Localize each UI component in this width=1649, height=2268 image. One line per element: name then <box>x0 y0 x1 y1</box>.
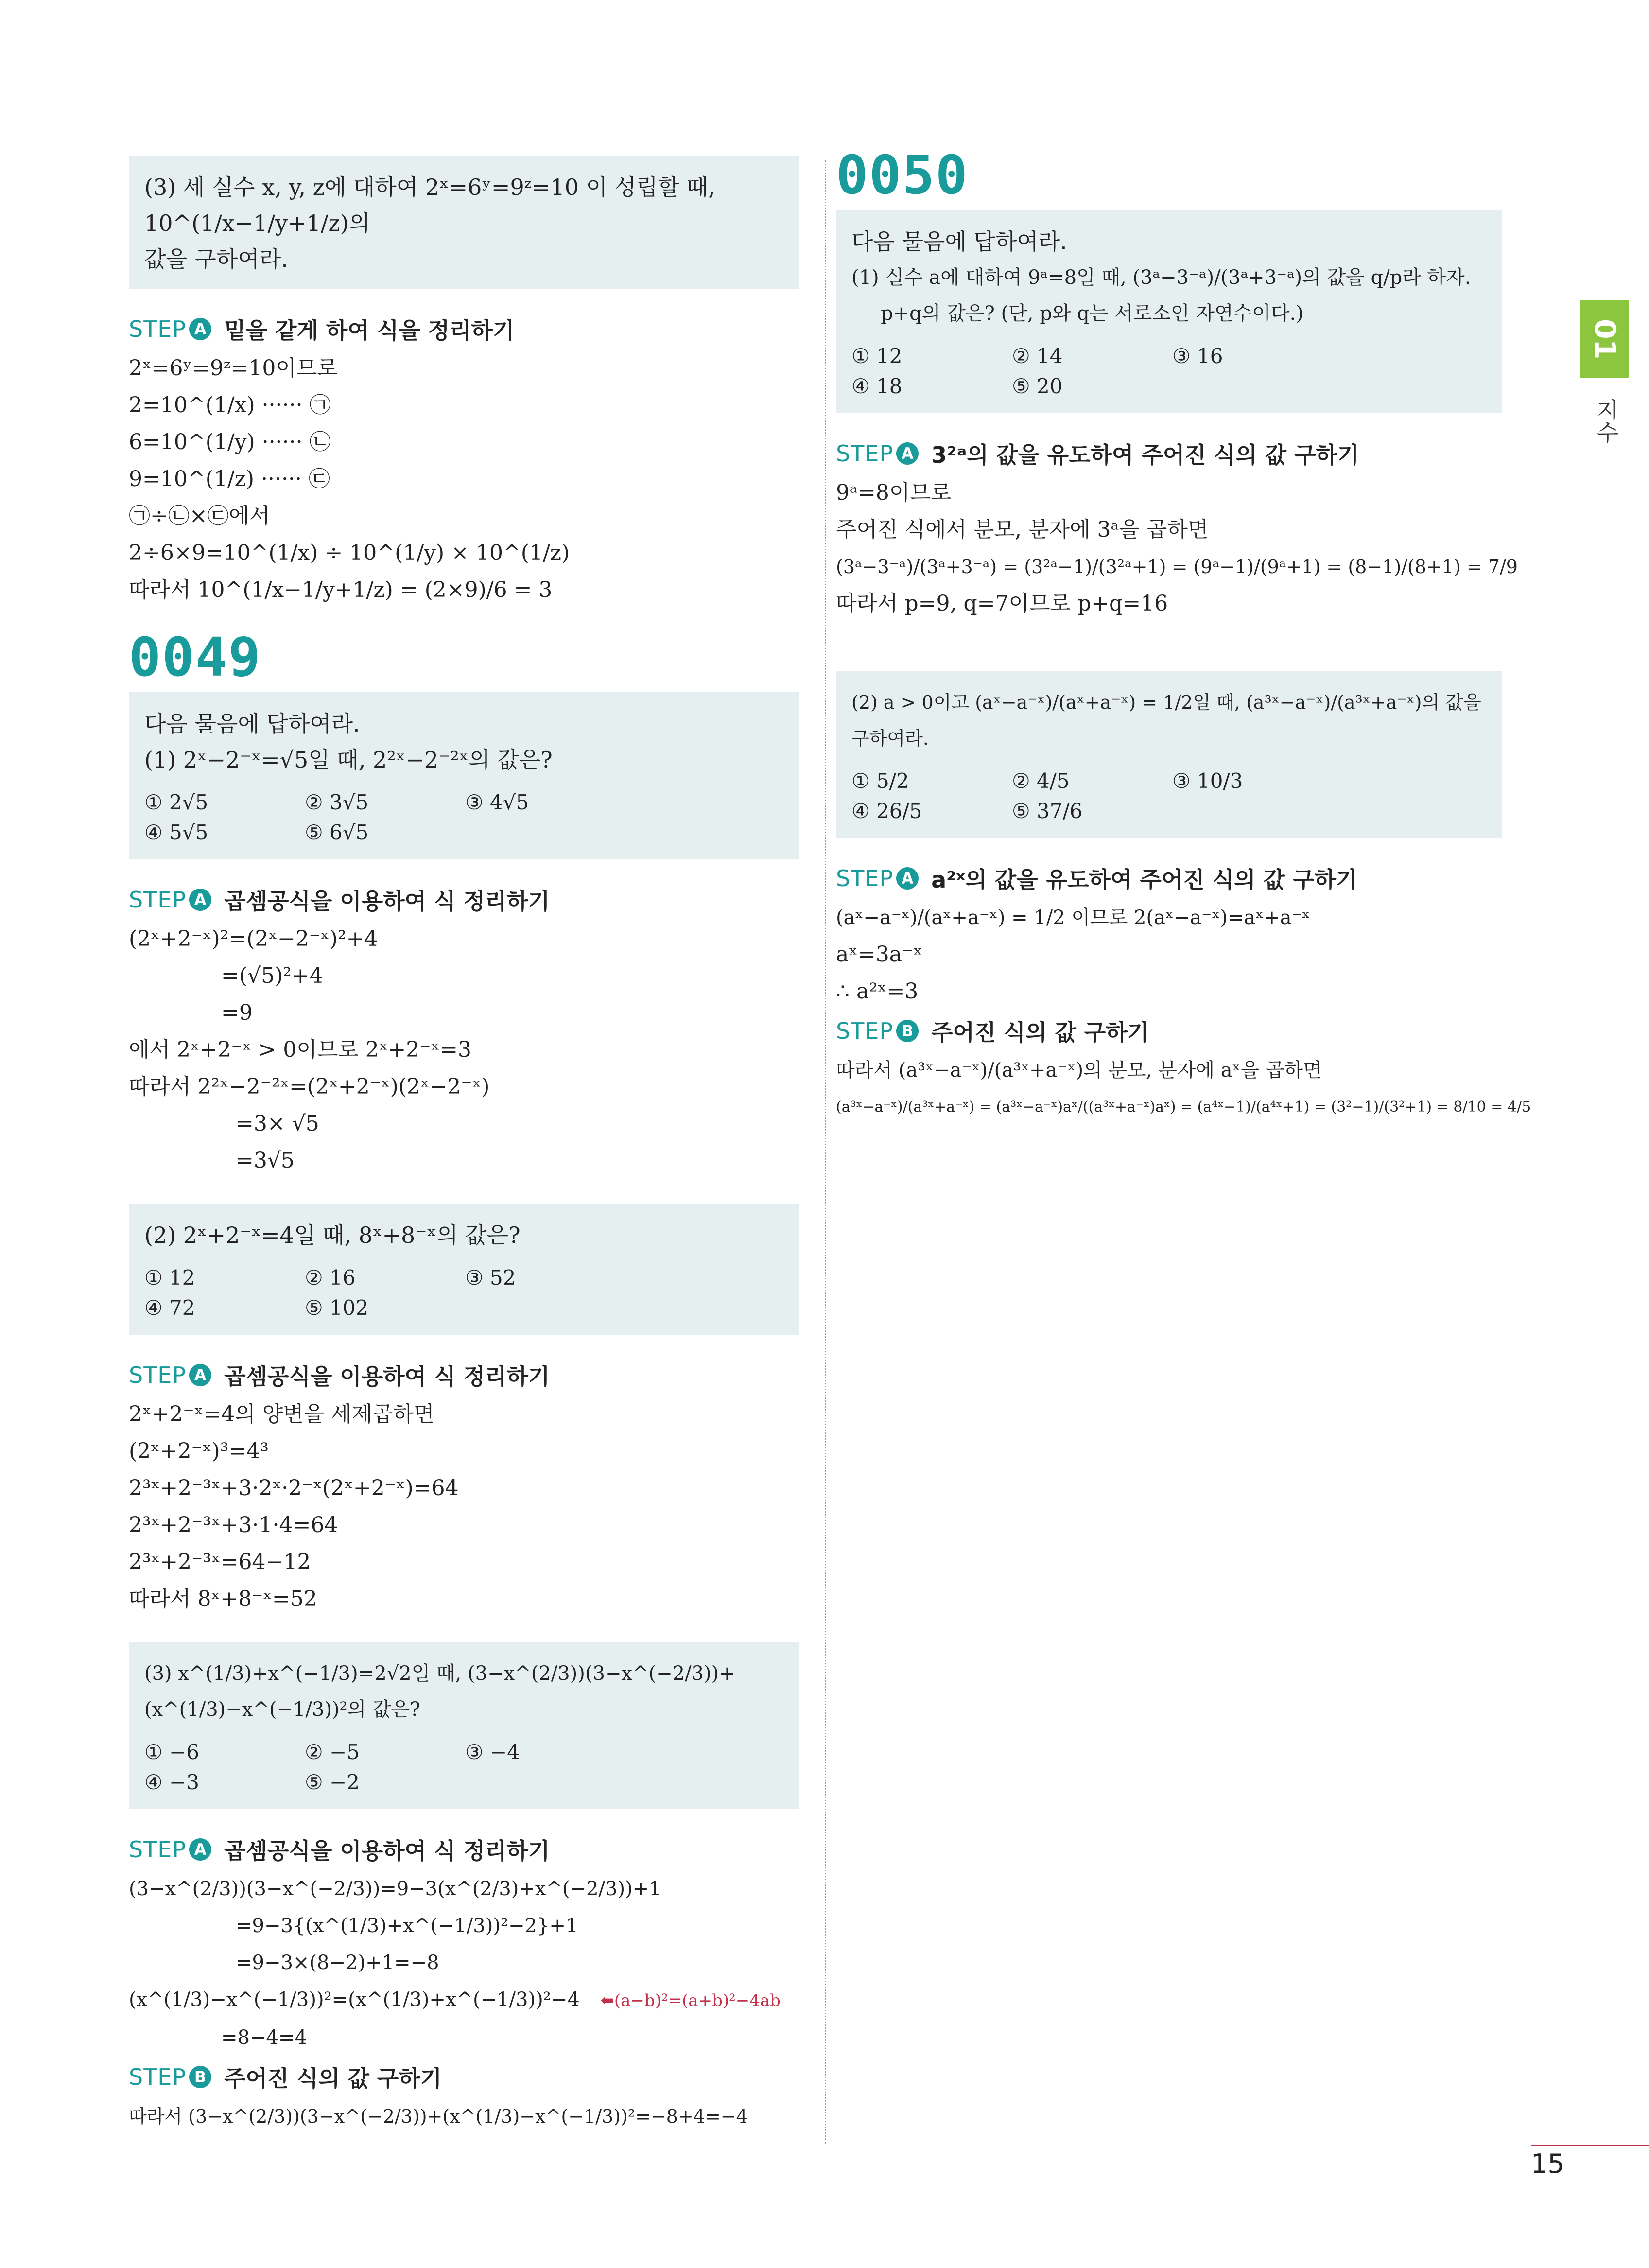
solution-line: =3× √5 <box>236 1111 319 1136</box>
choice-2[interactable]: ② 3√5 <box>305 790 369 814</box>
choice-1[interactable]: ① 2√5 <box>144 790 208 814</box>
solution-line: 따라서 10^(1/x−1/y+1/z) = (2×9)/6 = 3 <box>129 577 553 602</box>
solution-line: 2ˣ=6ʸ=9ᶻ=10이므로 <box>129 356 338 381</box>
choice-5[interactable]: ⑤ 20 <box>1012 374 1063 398</box>
choice-3[interactable]: ③ 10/3 <box>1172 769 1243 793</box>
step-tag: STEP <box>129 1362 187 1388</box>
choice-1[interactable]: ① −6 <box>144 1740 199 1764</box>
solution-line: 따라서 p=9, q=7이므로 p+q=16 <box>836 591 1168 616</box>
step-tag: STEP <box>129 316 187 342</box>
question-text: 값을 구하여라. <box>144 246 288 272</box>
solution-line: (3ᵃ−3⁻ᵃ)/(3ᵃ+3⁻ᵃ) = (3²ᵃ−1)/(3²ᵃ+1) = (9ᵃ−1)/(9ᵃ+1) = (8−1)/(8+1) = 7/9 <box>836 556 1518 577</box>
solution-line: 6=10^(1/y) ······ ㉡ <box>129 430 331 454</box>
step-letter-badge: A <box>189 889 211 911</box>
solution-line: 9=10^(1/z) ······ ㉢ <box>129 467 330 491</box>
solution-line: =3√5 <box>236 1148 295 1173</box>
solution-line: 주어진 식에서 분모, 분자에 3ᵃ을 곱하면 <box>836 517 1209 542</box>
choice-4[interactable]: ④ 26/5 <box>851 799 922 823</box>
question-text: (3) x^(1/3)+x^(−1/3)=2√2일 때, (3−x^(2/3))(3−x^(−2/3))+(x^(1/3)−x^(−1/3))²의 값은? <box>144 1662 735 1721</box>
solution-line: (aˣ−a⁻ˣ)/(aˣ+a⁻ˣ) = 1/2 이므로 2(aˣ−a⁻ˣ)=aˣ+a⁻ˣ <box>836 907 1310 929</box>
question-box-50-1 <box>836 210 1502 413</box>
choice-3[interactable]: ③ 16 <box>1172 344 1223 368</box>
question-intro: 다음 물음에 답하여라. <box>851 228 1067 255</box>
solution-line: =9−3{(x^(1/3)+x^(−1/3))²−2}+1 <box>236 1915 578 1937</box>
solution-line: (3−x^(2/3))(3−x^(−2/3))=9−3(x^(2/3)+x^(−2/3))+1 <box>129 1878 661 1900</box>
step-heading <box>836 437 1502 470</box>
choice-5[interactable]: ⑤ 6√5 <box>305 820 369 844</box>
step-letter-badge: A <box>189 1364 211 1386</box>
answer-choices <box>144 1737 784 1797</box>
step-letter-badge: A <box>189 1838 211 1861</box>
step-title: 곱셈공식을 이용하여 식 정리하기 <box>224 1838 550 1864</box>
solution-line: =(√5)²+4 <box>221 963 323 988</box>
step-letter-badge: B <box>896 1020 919 1042</box>
choice-1[interactable]: ① 5/2 <box>851 769 909 793</box>
solution-line: =9−3×(8−2)+1=−8 <box>236 1952 439 1974</box>
question-box-48-3 <box>129 156 799 289</box>
choice-2[interactable]: ② −5 <box>305 1740 360 1764</box>
page-number-rule <box>1531 2145 1649 2146</box>
step-title: 주어진 식의 값 구하기 <box>224 2065 442 2092</box>
step-tag: STEP <box>129 2064 187 2090</box>
solution-line: 따라서 (a³ˣ−a⁻ˣ)/(a³ˣ+a⁻ˣ)의 분모, 분자에 aˣ을 곱하면 <box>836 1059 1322 1082</box>
question-text: (3) 세 실수 x, y, z에 대하여 2ˣ=6ʸ=9ᶻ=10 이 성립할 때, 10^(1/x−1/y+1/z)의 <box>144 174 715 236</box>
solution-line: 따라서 8ˣ+8⁻ˣ=52 <box>129 1587 317 1611</box>
problem-number: 0050 <box>836 144 969 206</box>
question-box-49-3 <box>129 1642 799 1809</box>
step-heading <box>836 1015 1502 1047</box>
problem-number: 0049 <box>129 626 261 688</box>
question-text: p+q의 값은? (단, p와 q는 서로소인 자연수이다.) <box>881 302 1303 325</box>
step-title: 곱셈공식을 이용하여 식 정리하기 <box>224 1363 550 1390</box>
solution-line: (2ˣ+2⁻ˣ)³=4³ <box>129 1439 269 1464</box>
choice-2[interactable]: ② 4/5 <box>1012 769 1070 793</box>
choice-2[interactable]: ② 16 <box>305 1266 356 1290</box>
column-divider <box>825 160 826 2144</box>
solution-line: 따라서 (3−x^(2/3))(3−x^(−2/3))+(x^(1/3)−x^(−1/3))²=−8+4=−4 <box>129 2106 748 2127</box>
solution-line: 따라서 2²ˣ−2⁻²ˣ=(2ˣ+2⁻ˣ)(2ˣ−2⁻ˣ) <box>129 1074 490 1099</box>
solution-line: 2÷6×9=10^(1/x) ÷ 10^(1/y) × 10^(1/z) <box>129 541 570 565</box>
step-heading <box>129 2061 799 2093</box>
choice-5[interactable]: ⑤ 37/6 <box>1012 799 1083 823</box>
choice-5[interactable]: ⑤ 102 <box>305 1296 369 1320</box>
step-title: a²ˣ의 값을 유도하여 주어진 식의 값 구하기 <box>931 867 1358 893</box>
solution-line: 에서 2ˣ+2⁻ˣ > 0이므로 2ˣ+2⁻ˣ=3 <box>129 1037 471 1062</box>
formula-note: ⬅(a−b)²=(a+b)²−4ab <box>600 1991 781 2010</box>
choice-3[interactable]: ③ 4√5 <box>465 790 529 814</box>
choice-4[interactable]: ④ −3 <box>144 1770 199 1794</box>
step-title: 밑을 같게 하여 식을 정리하기 <box>224 317 515 344</box>
solution-line: ∴ a²ˣ=3 <box>836 979 919 1004</box>
choice-4[interactable]: ④ 5√5 <box>144 820 208 844</box>
question-box-49-1 <box>129 692 799 859</box>
solution-line: 2³ˣ+2⁻³ˣ+3·2ˣ·2⁻ˣ(2ˣ+2⁻ˣ)=64 <box>129 1476 459 1500</box>
solution-line: aˣ=3a⁻ˣ <box>836 942 922 967</box>
question-box-49-2 <box>129 1204 799 1335</box>
solution-line: 2³ˣ+2⁻³ˣ+3·1·4=64 <box>129 1513 338 1537</box>
left-column <box>129 156 799 2135</box>
solution-line: 2³ˣ+2⁻³ˣ=64−12 <box>129 1550 311 1574</box>
question-text: (1) 2ˣ−2⁻ˣ=√5일 때, 2²ˣ−2⁻²ˣ의 값은? <box>144 747 553 773</box>
solution-line: ㉠÷㉡×㉢에서 <box>129 504 270 528</box>
answer-choices <box>144 787 784 848</box>
answer-choices <box>851 766 1486 826</box>
step-title: 곱셈공식을 이용하여 식 정리하기 <box>224 888 550 914</box>
choice-5[interactable]: ⑤ −2 <box>305 1770 360 1794</box>
solution-line: 9ᵃ=8이므로 <box>836 480 952 505</box>
solution-line <box>129 1981 799 2019</box>
choice-2[interactable]: ② 14 <box>1012 344 1063 368</box>
solution-line: 2=10^(1/x) ······ ㉠ <box>129 393 331 418</box>
page-number: 15 <box>1531 2148 1564 2179</box>
step-tag: STEP <box>836 440 894 467</box>
step-letter-badge: A <box>896 442 919 465</box>
solution-line: (2ˣ+2⁻ˣ)²=(2ˣ−2⁻ˣ)²+4 <box>129 926 378 951</box>
question-intro: 다음 물음에 답하여라. <box>144 711 360 737</box>
solution-line: (a³ˣ−a⁻ˣ)/(a³ˣ+a⁻ˣ) = (a³ˣ−a⁻ˣ)aˣ/((a³ˣ+a⁻ˣ)aˣ) = (a⁴ˣ−1)/(a⁴ˣ+1) = (3²−1)/(3²+1) = 8/10 = 4/5 <box>836 1099 1531 1116</box>
question-text: (2) 2ˣ+2⁻ˣ=4일 때, 8ˣ+8⁻ˣ의 값은? <box>144 1222 521 1248</box>
question-text: (1) 실수 a에 대하여 9ᵃ=8일 때, (3ᵃ−3⁻ᵃ)/(3ᵃ+3⁻ᵃ)의 값을 q/p라 하자. <box>851 266 1471 289</box>
solution-text: (x^(1/3)−x^(−1/3))²=(x^(1/3)+x^(−1/3))²−4 <box>129 1989 580 2011</box>
chapter-label: 지수 <box>1593 399 1619 443</box>
step-title: 3²ᵃ의 값을 유도하여 주어진 식의 값 구하기 <box>931 442 1359 468</box>
step-letter-badge: A <box>896 867 919 890</box>
question-text: (2) a > 0이고 (aˣ−a⁻ˣ)/(aˣ+a⁻ˣ) = 1/2일 때, (a³ˣ−a⁻ˣ)/(a³ˣ+a⁻ˣ)의 값을 구하여라. <box>851 692 1481 749</box>
step-letter-badge: B <box>189 2066 211 2088</box>
solution-line: =8−4=4 <box>221 2026 307 2049</box>
step-letter-badge: A <box>189 318 211 340</box>
choice-3[interactable]: ③ −4 <box>465 1740 520 1764</box>
choice-4[interactable]: ④ 72 <box>144 1296 195 1320</box>
step-title: 주어진 식의 값 구하기 <box>931 1019 1149 1046</box>
answer-choices <box>851 341 1486 401</box>
choice-1[interactable]: ① 12 <box>851 344 903 368</box>
choice-4[interactable]: ④ 18 <box>851 374 903 398</box>
step-tag: STEP <box>836 865 894 891</box>
question-box-50-2 <box>836 671 1502 838</box>
right-column <box>836 144 1531 1126</box>
step-heading <box>129 1833 799 1866</box>
solution-line: =9 <box>221 1000 253 1025</box>
choice-1[interactable]: ① 12 <box>144 1266 195 1290</box>
chapter-tab: 01 <box>1580 300 1629 378</box>
answer-choices <box>144 1263 784 1323</box>
step-tag: STEP <box>129 1836 187 1863</box>
choice-3[interactable]: ③ 52 <box>465 1266 516 1290</box>
step-heading <box>836 862 1502 894</box>
step-tag: STEP <box>129 887 187 913</box>
step-heading <box>129 884 799 916</box>
step-tag: STEP <box>836 1018 894 1044</box>
solution-line: 2ˣ+2⁻ˣ=4의 양변을 세제곱하면 <box>129 1402 434 1427</box>
step-heading <box>129 1359 799 1391</box>
step-heading <box>129 313 799 345</box>
